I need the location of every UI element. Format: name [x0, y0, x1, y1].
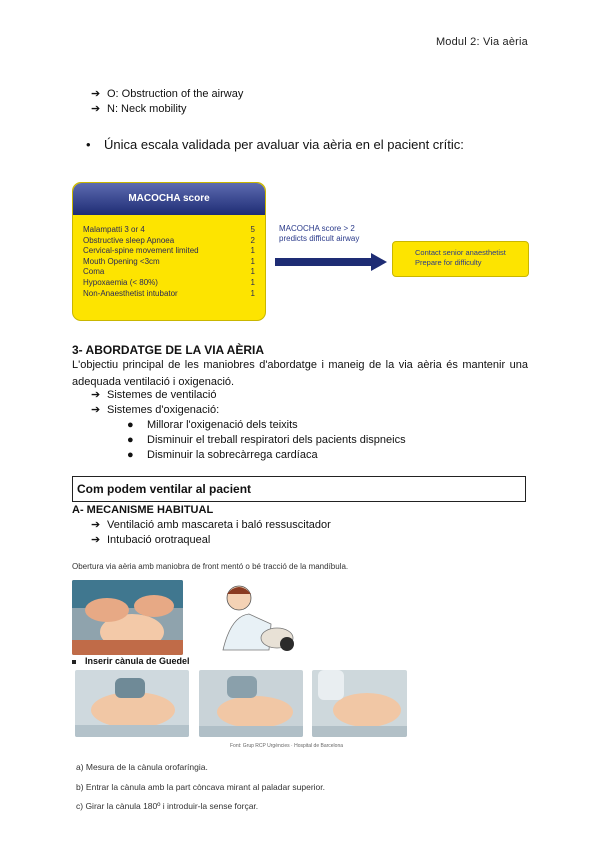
guedel-photo-measure — [75, 670, 189, 737]
bullet-icon: ● — [127, 419, 134, 431]
list-item — [127, 418, 406, 433]
macocha-row — [83, 225, 255, 236]
arrow-icon: ➔ — [91, 103, 101, 115]
guedel-label — [72, 656, 190, 666]
list-item-text: O: Obstruction of the airway — [107, 88, 244, 100]
figure-caption: Obertura via aèria amb maniobra de front mentó o bé tracció de la mandíbula. — [72, 562, 349, 571]
list-item — [127, 448, 406, 463]
macocha-row — [83, 267, 255, 278]
macocha-row — [83, 257, 255, 268]
macocha-rows — [83, 225, 255, 299]
macocha-note — [279, 224, 359, 244]
list-item — [127, 433, 406, 448]
scale-bullet — [86, 137, 464, 152]
airway-list — [91, 87, 243, 117]
bullet-icon: ● — [127, 434, 134, 446]
macocha-note-line: MACOCHA score > 2 — [279, 224, 355, 233]
list-item-text: Intubació orotraqueal — [107, 534, 211, 546]
list-item-text: N: Neck mobility — [107, 103, 187, 115]
nurse-illustration — [209, 580, 304, 655]
list-item — [91, 403, 219, 418]
mechanism-subtitle: A- MECANISME HABITUAL — [72, 504, 214, 516]
macocha-row — [83, 278, 255, 289]
arrow-icon: ➔ — [91, 534, 101, 546]
macocha-row-label: Mouth Opening <3cm — [83, 256, 160, 266]
macocha-title: MACOCHA score — [73, 183, 265, 215]
systems-list — [91, 388, 219, 418]
bullet-icon: • — [86, 137, 91, 152]
macocha-row — [83, 236, 255, 247]
macocha-row-score: 1 — [250, 277, 255, 287]
macocha-row-score: 5 — [250, 225, 255, 234]
macocha-result-line: Contact senior anaesthetist — [415, 248, 506, 257]
list-item-text: Sistemes d'oxigenació: — [107, 404, 220, 416]
macocha-row-score: 1 — [250, 288, 255, 298]
mechanism-list — [91, 518, 331, 548]
macocha-row-score: 1 — [250, 256, 255, 266]
macocha-row-label: Malampatti 3 or 4 — [83, 225, 145, 234]
bullet-icon: ● — [127, 449, 134, 461]
arrow-icon: ➔ — [91, 404, 101, 416]
list-item-text: Sistemes de ventilació — [107, 389, 217, 401]
list-item-text: Ventilació amb mascareta i baló ressuscitador — [107, 519, 331, 531]
macocha-row-score: 1 — [250, 246, 255, 256]
head-tilt-illustration — [72, 580, 183, 655]
list-item-text: Millorar l'oxigenació dels teixits — [147, 419, 298, 431]
macocha-row-score: 2 — [250, 235, 255, 245]
head-tilt-photo — [72, 580, 183, 655]
macocha-row-label: Coma — [83, 267, 105, 277]
list-item — [91, 388, 219, 403]
section-paragraph: L'objectiu principal de les maniobres d'abordatge i maneig de la via aèria és mantenir una adequada ventilació i oxigenació. — [72, 359, 528, 388]
arrow-icon: ➔ — [91, 519, 101, 531]
list-item — [91, 87, 243, 102]
arrow-icon: ➔ — [91, 389, 101, 401]
list-item-text: Disminuir la sobrecàrrega cardíaca — [147, 449, 318, 461]
macocha-row-score: 1 — [250, 267, 255, 277]
arrow-icon: ➔ — [91, 88, 101, 100]
macocha-row-label: Hypoxaemia (< 80%) — [83, 277, 158, 287]
macocha-row — [83, 246, 255, 257]
guedel-step: c) Girar la cànula 180º i introduir-la sense forçar. — [76, 801, 259, 811]
guedel-insert-illustration — [199, 670, 303, 737]
guedel-photo-insert — [199, 670, 303, 737]
list-item — [91, 533, 331, 548]
macocha-score-box — [72, 182, 266, 321]
page-header: Modul 2: Via aèria — [435, 36, 528, 48]
list-item-text: Disminuir el treball respiratori dels pacients dispneics — [147, 434, 406, 446]
guedel-measure-illustration — [75, 670, 189, 737]
macocha-row-label: Cervical-spine movement limited — [83, 246, 199, 256]
macocha-row-label: Obstructive sleep Apnoea — [83, 235, 175, 245]
macocha-result-box — [392, 241, 529, 277]
guedel-label-text: Inserir cànula de Guedel — [85, 656, 190, 666]
section-title: 3- ABORDATGE DE LA VIA AÈRIA — [72, 343, 265, 357]
guedel-step: b) Entrar la cànula amb la part còncava mirant al paladar superior. — [76, 782, 325, 792]
scale-bullet-text: Única escala validada per avaluar via aèria en el pacient crític: — [104, 137, 464, 152]
ventilation-box-title: Com podem ventilar al pacient — [72, 476, 526, 502]
guedel-photo-rotate — [312, 670, 407, 737]
jaw-thrust-illustration — [209, 580, 304, 655]
list-item — [91, 518, 331, 533]
macocha-row-label: Non-Anaesthetist intubator — [83, 288, 178, 298]
right-arrow-icon — [275, 253, 387, 271]
guedel-step: a) Mesura de la cànula orofaríngia. — [76, 762, 208, 772]
photo-credit: Font: Grup RCP Urgències · Hospital de Barcelona — [230, 743, 344, 749]
macocha-note-line: predicts difficult airway — [279, 234, 360, 243]
macocha-result-line: Prepare for difficulty — [415, 258, 482, 267]
guedel-rotate-illustration — [312, 670, 407, 737]
list-item — [91, 102, 243, 117]
macocha-row — [83, 289, 255, 300]
square-bullet-icon — [72, 660, 76, 664]
oxygenation-sublist — [127, 418, 406, 463]
